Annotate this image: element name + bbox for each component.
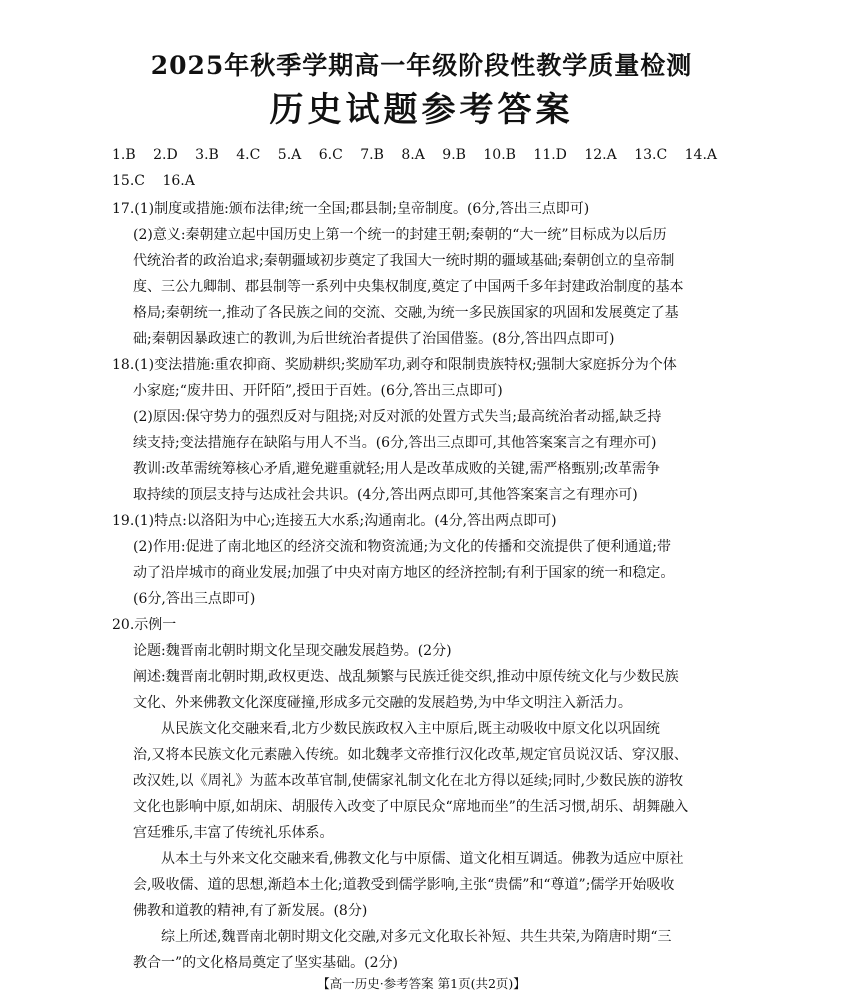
- answer-line: 佛教和道教的精神,有了新发展。(8分): [133, 903, 368, 919]
- mc-answers-row-1: [112, 147, 730, 163]
- answer-line: 会,吸收儒、道的思想,渐趋本土化;道教受到儒学影响,主张“贵儒”和“尊道”;儒学开始吸收: [133, 877, 675, 893]
- answer-line: (2)意义:秦朝建立起中国历史上第一个统一的封建王朝;秦朝的“大一统”目标成为以后历: [133, 227, 667, 243]
- answer-line: 小家庭;“废井田、开阡陌”,授田于百姓。(6分,答出三点即可): [133, 383, 503, 399]
- answer-line: 文化、外来佛教文化深度碰撞,形成多元交融的发展趋势,为中华文明注入新活力。: [133, 695, 632, 711]
- mc-answer: 13.C: [634, 147, 668, 163]
- answer-line: 代统治者的政治追求;秦朝疆域初步奠定了我国大一统时期的疆域基础;秦朝创立的皇帝制: [133, 253, 675, 269]
- mc-answer: 6.C: [318, 147, 343, 163]
- mc-answer: 5.A: [277, 147, 302, 163]
- mc-answer: 12.A: [584, 147, 617, 163]
- mc-answer: 11.D: [533, 147, 567, 163]
- answer-line: 改汉姓,以《周礼》为蓝本改革官制,使儒家礼制文化在北方得以延续;同时,少数民族的游牧: [133, 773, 684, 789]
- answer-line: 度、三公九卿制、郡县制等一系列中央集权制度,奠定了中国两千多年封建政治制度的基本: [133, 279, 684, 295]
- answer-line: 从本土与外来文化交融来看,佛教文化与中原儒、道文化相互调适。佛教为适应中原社: [161, 851, 684, 867]
- answer-line: (6分,答出三点即可): [133, 591, 256, 607]
- mc-answer: 2.D: [153, 147, 178, 163]
- answer-line: 19.(1)特点:以洛阳为中心;连接五大水系;沟通南北。(4分,答出两点即可): [112, 513, 557, 529]
- answer-line: 综上所述,魏晋南北朝时期文化交融,对多元文化取长补短、共生共荣,为隋唐时期“三: [161, 929, 672, 945]
- page-footer: 【高一历史·参考答案 第1页(共2页)】: [317, 976, 526, 991]
- answer-line: 17.(1)制度或措施:颁布法律;统一全国;郡县制;皇帝制度。(6分,答出三点即可): [112, 201, 590, 217]
- answer-line: 取持续的顶层支持与达成社会共识。(4分,答出两点即可,其他答案案言之有理亦可): [133, 487, 638, 503]
- document-subtitle: 历史试题参考答案: [269, 90, 574, 130]
- mc-answer: 15.C: [112, 173, 145, 189]
- answer-line: 治,又将本民族文化元素融入传统。如北魏孝文帝推行汉化改革,规定官员说汉话、穿汉服、: [133, 747, 688, 763]
- document-title: 2025年秋季学期高一年级阶段性教学质量检测: [150, 51, 693, 80]
- answer-line: 格局;秦朝统一,推动了各民族之间的交流、交融,为统一多民族国家的巩固和发展奠定了基: [133, 305, 679, 321]
- mc-answer: 8.A: [401, 147, 425, 163]
- answer-line: 教合一”的文化格局奠定了坚实基础。(2分): [133, 955, 398, 971]
- answer-line: 文化也影响中原,如胡床、胡服传入改变了中原民众“席地而坐”的生活习惯,胡乐、胡舞融入: [133, 799, 689, 815]
- answer-line: 宫廷雅乐,丰富了传统礼乐体系。: [133, 825, 334, 841]
- mc-answer: 3.B: [195, 147, 219, 163]
- answer-line: (2)原因:保守势力的强烈反对与阻挠;对反对派的处置方式失当;最高统治者动摇,缺乏持: [133, 409, 662, 425]
- answer-line: 20.示例一: [112, 617, 177, 633]
- answer-line: 续支持;变法措施存在缺陷与用人不当。(6分,答出三点即可,其他答案案言之有理亦可): [133, 435, 657, 451]
- mc-answer: 4.C: [236, 147, 261, 163]
- answer-line: 从民族文化交融来看,北方少数民族政权入主中原后,既主动吸收中原文化以巩固统: [161, 721, 660, 737]
- answer-line: 论题:魏晋南北朝时期文化呈现交融发展趋势。(2分): [133, 643, 452, 659]
- mc-answer: 14.A: [684, 147, 717, 163]
- mc-answer: 10.B: [483, 147, 516, 163]
- mc-answer: 1.B: [112, 147, 136, 163]
- answer-line: (2)作用:促进了南北地区的经济交流和物资流通;为文化的传播和交流提供了便利通道;带: [133, 539, 671, 555]
- answer-line: 动了沿岸城市的商业发展;加强了中央对南方地区的经济控制;有利于国家的统一和稳定。: [133, 565, 675, 581]
- mc-answer: 7.B: [360, 147, 384, 163]
- answer-line: 阐述:魏晋南北朝时期,政权更迭、战乱频繁与民族迁徙交织,推动中原传统文化与少数民族: [133, 669, 679, 685]
- mc-answer: 16.A: [162, 173, 195, 189]
- answer-line: 18.(1)变法措施:重农抑商、奖励耕织;奖励军功,剥夺和限制贵族特权;强制大家庭拆分为个体: [112, 357, 677, 373]
- mc-answers-row-2: [112, 173, 208, 189]
- answer-line: 础;秦朝因暴政速亡的教训,为后世统治者提供了治国借鉴。(8分,答出四点即可): [133, 331, 615, 347]
- answer-line: 教训:改革需统筹核心矛盾,避免避重就轻;用人是改革成败的关键,需严格甄别;改革需争: [133, 461, 661, 477]
- mc-answer: 9.B: [442, 147, 466, 163]
